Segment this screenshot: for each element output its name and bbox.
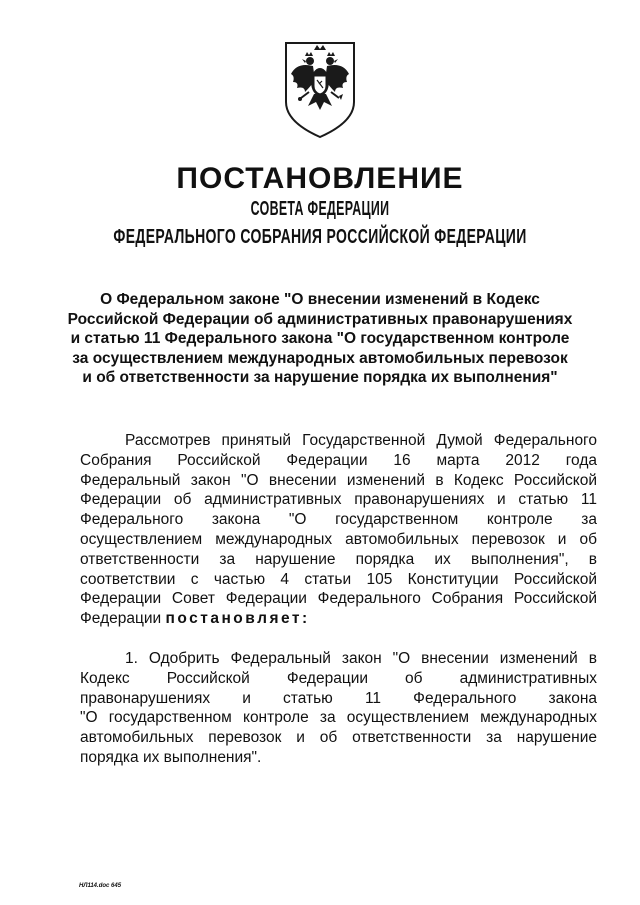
resolves-keyword: постановляет: [165, 610, 310, 628]
paragraph-line: ответственности за нарушение порядка их выполнения", в [80, 550, 597, 568]
document-subtitle-issuer: СОВЕТА ФЕДЕРАЦИИ [250, 198, 390, 220]
preamble-paragraph [80, 431, 597, 629]
paragraph-line: "О государственном контроле за осуществлением международных [80, 709, 597, 727]
document-title: ПОСТАНОВЛЕНИЕ [176, 162, 464, 195]
paragraph-line: Федерации Совет Федерации Федерального Собрания Российской [80, 590, 597, 608]
resolution-item-1 [80, 649, 597, 768]
paragraph-line: правонарушениях и статью 11 Федерального закона [80, 689, 597, 707]
paragraph-line: 1. Одобрить Федеральный закон "О внесении изменений в [125, 650, 597, 667]
paragraph-final-line [80, 609, 597, 629]
paragraph-line: автомобильных перевозок и об ответственности за нарушение [80, 729, 597, 747]
paragraph-line: порядка их выполнения". [80, 748, 262, 766]
heading-line: за осуществлением международных автомобильных перевозок [72, 349, 568, 367]
paragraph-line: осуществлением международных автомобильных перевозок и об [80, 530, 597, 548]
paragraph-line: Собрания Российской Федерации 16 марта 2012 года [80, 451, 597, 469]
paragraph-line: Кодекс Российской Федерации об административных [80, 669, 597, 687]
heading-line: и статью 11 Федерального закона "О государственном контроле [70, 330, 570, 347]
heading-line: и об ответственности за нарушение порядка их выполнения" [82, 369, 558, 386]
paragraph-line: Рассмотрев принятый Государственной Думой Федерального [125, 432, 597, 449]
document-file-code: НЛ114.doc 645 [79, 883, 122, 889]
document-subtitle-body: ФЕДЕРАЛЬНОГО СОБРАНИЯ РОССИЙСКОЙ ФЕДЕРАЦИИ [113, 226, 527, 248]
paragraph-line: Федерации об административных правонарушениях и статью 11 [80, 491, 597, 509]
paragraph-line: Федеральный закон "О внесении изменений в Кодекс Российской [80, 471, 597, 489]
coat-of-arms-icon [283, 40, 357, 140]
heading-line: Российской Федерации об административных правонарушениях [67, 310, 573, 328]
paragraph-line: Федерального закона "О государственном контроле за [80, 511, 597, 529]
paragraph-line-prefix: Федерации [80, 610, 162, 628]
heading-line: О Федеральном законе "О внесении изменений в Кодекс [100, 291, 540, 308]
resolution-heading [60, 290, 580, 388]
paragraph-line: соответствии с частью 4 статьи 105 Конституции Российской [80, 570, 597, 588]
